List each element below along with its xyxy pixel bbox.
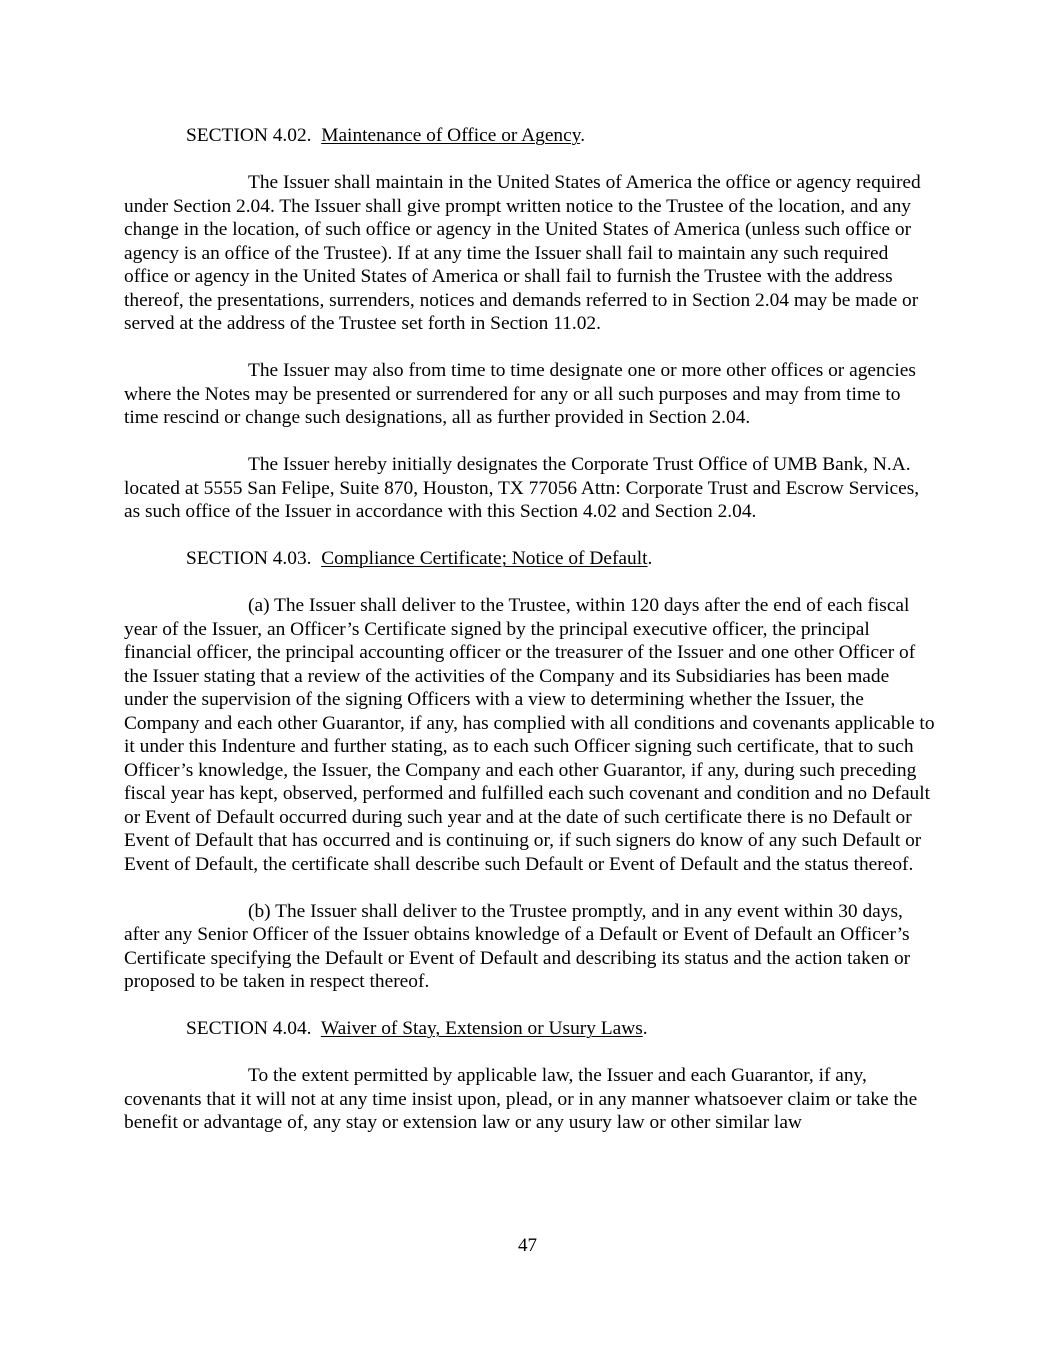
section-4-02-paragraph-2: The Issuer may also from time to time designate one or more other offices or agencies where the Notes may be presented or surrendered for any or all such purposes and may from time to time rescind or change such designations, all as further provided in Section 2.04. (124, 360, 916, 428)
section-4-02-heading: SECTION 4.02. Maintenance of Office or Agency. (186, 125, 586, 146)
section-number: SECTION 4.03. (186, 548, 312, 569)
section-number: SECTION 4.04. (186, 1018, 312, 1039)
section-4-03-heading: SECTION 4.03. Compliance Certificate; Notice of Default. (186, 548, 653, 569)
page-number: 47 (518, 1235, 537, 1256)
section-4-04-heading: SECTION 4.04. Waiver of Stay, Extension or Usury Laws. (186, 1018, 648, 1039)
section-4-02-paragraph-3: The Issuer hereby initially designates the Corporate Trust Office of UMB Bank, N.A. located at 5555 San Felipe, Suite 870, Houston, TX 77056 Attn: Corporate Trust and Escrow Services, as such office of the Issuer in accordance with this Section 4.02 and Section 2.04. (124, 454, 920, 522)
section-4-04-paragraph-1: To the extent permitted by applicable law, the Issuer and each Guarantor, if any, covenants that it will not at any time insist upon, plead, or in any manner whatsoever claim or take the benefit or advantage of, any stay or extension law or any usury law or other similar law (124, 1065, 918, 1133)
section-title: Compliance Certificate; Notice of Default (321, 548, 648, 569)
section-number: SECTION 4.02. (186, 125, 312, 146)
section-4-03-paragraph-a: (a) The Issuer shall deliver to the Trustee, within 120 days after the end of each fiscal year of the Issuer, an Officer’s Certificate signed by the principal executive officer, the principal financial officer, the principal accounting officer or the treasurer of the Issuer and one other Officer of the Issuer stating that a review of the activities of the Company and its Subsidiaries has been made under the supervision of the signing Officers with a view to determining whether the Issuer, the Company and each other Guarantor, if any, has complied with all conditions and covenants applicable to it under this Indenture and further stating, as to each such Officer signing such certificate, that to such Officer’s knowledge, the Issuer, the Company and each other Guarantor, if any, during such preceding fiscal year has kept, observed, performed and fulfilled each such covenant and condition and no Default or Event of Default occurred during such year and at the date of such certificate there is no Default or Event of Default that has occurred and is continuing or, if such signers do know of any such Default or Event of Default, the certificate shall describe such Default or Event of Default and the status thereof. (124, 595, 935, 875)
section-title: Waiver of Stay, Extension or Usury Laws (320, 1018, 643, 1039)
page-body (124, 124, 936, 1158)
section-title: Maintenance of Office or Agency (321, 125, 581, 146)
section-4-03-paragraph-b: (b) The Issuer shall deliver to the Trustee promptly, and in any event within 30 days, after any Senior Officer of the Issuer obtains knowledge of a Default or Event of Default an Officer’s Certificate specifying the Default or Event of Default and describing its status and the action taken or proposed to be taken in respect thereof. (124, 900, 911, 992)
section-4-02-paragraph-1: The Issuer shall maintain in the United States of America the office or agency required under Section 2.04. The Issuer shall give prompt written notice to the Trustee of the location, and any change in the location, of such office or agency in the United States of America (unless such office or agency is an office of the Trustee). If at any time the Issuer shall fail to maintain any such required office or agency in the United States of America or shall fail to furnish the Trustee with the address thereof, the presentations, surrenders, notices and demands referred to in Section 2.04 may be made or served at the address of the Trustee set forth in Section 11.02. (124, 172, 921, 334)
